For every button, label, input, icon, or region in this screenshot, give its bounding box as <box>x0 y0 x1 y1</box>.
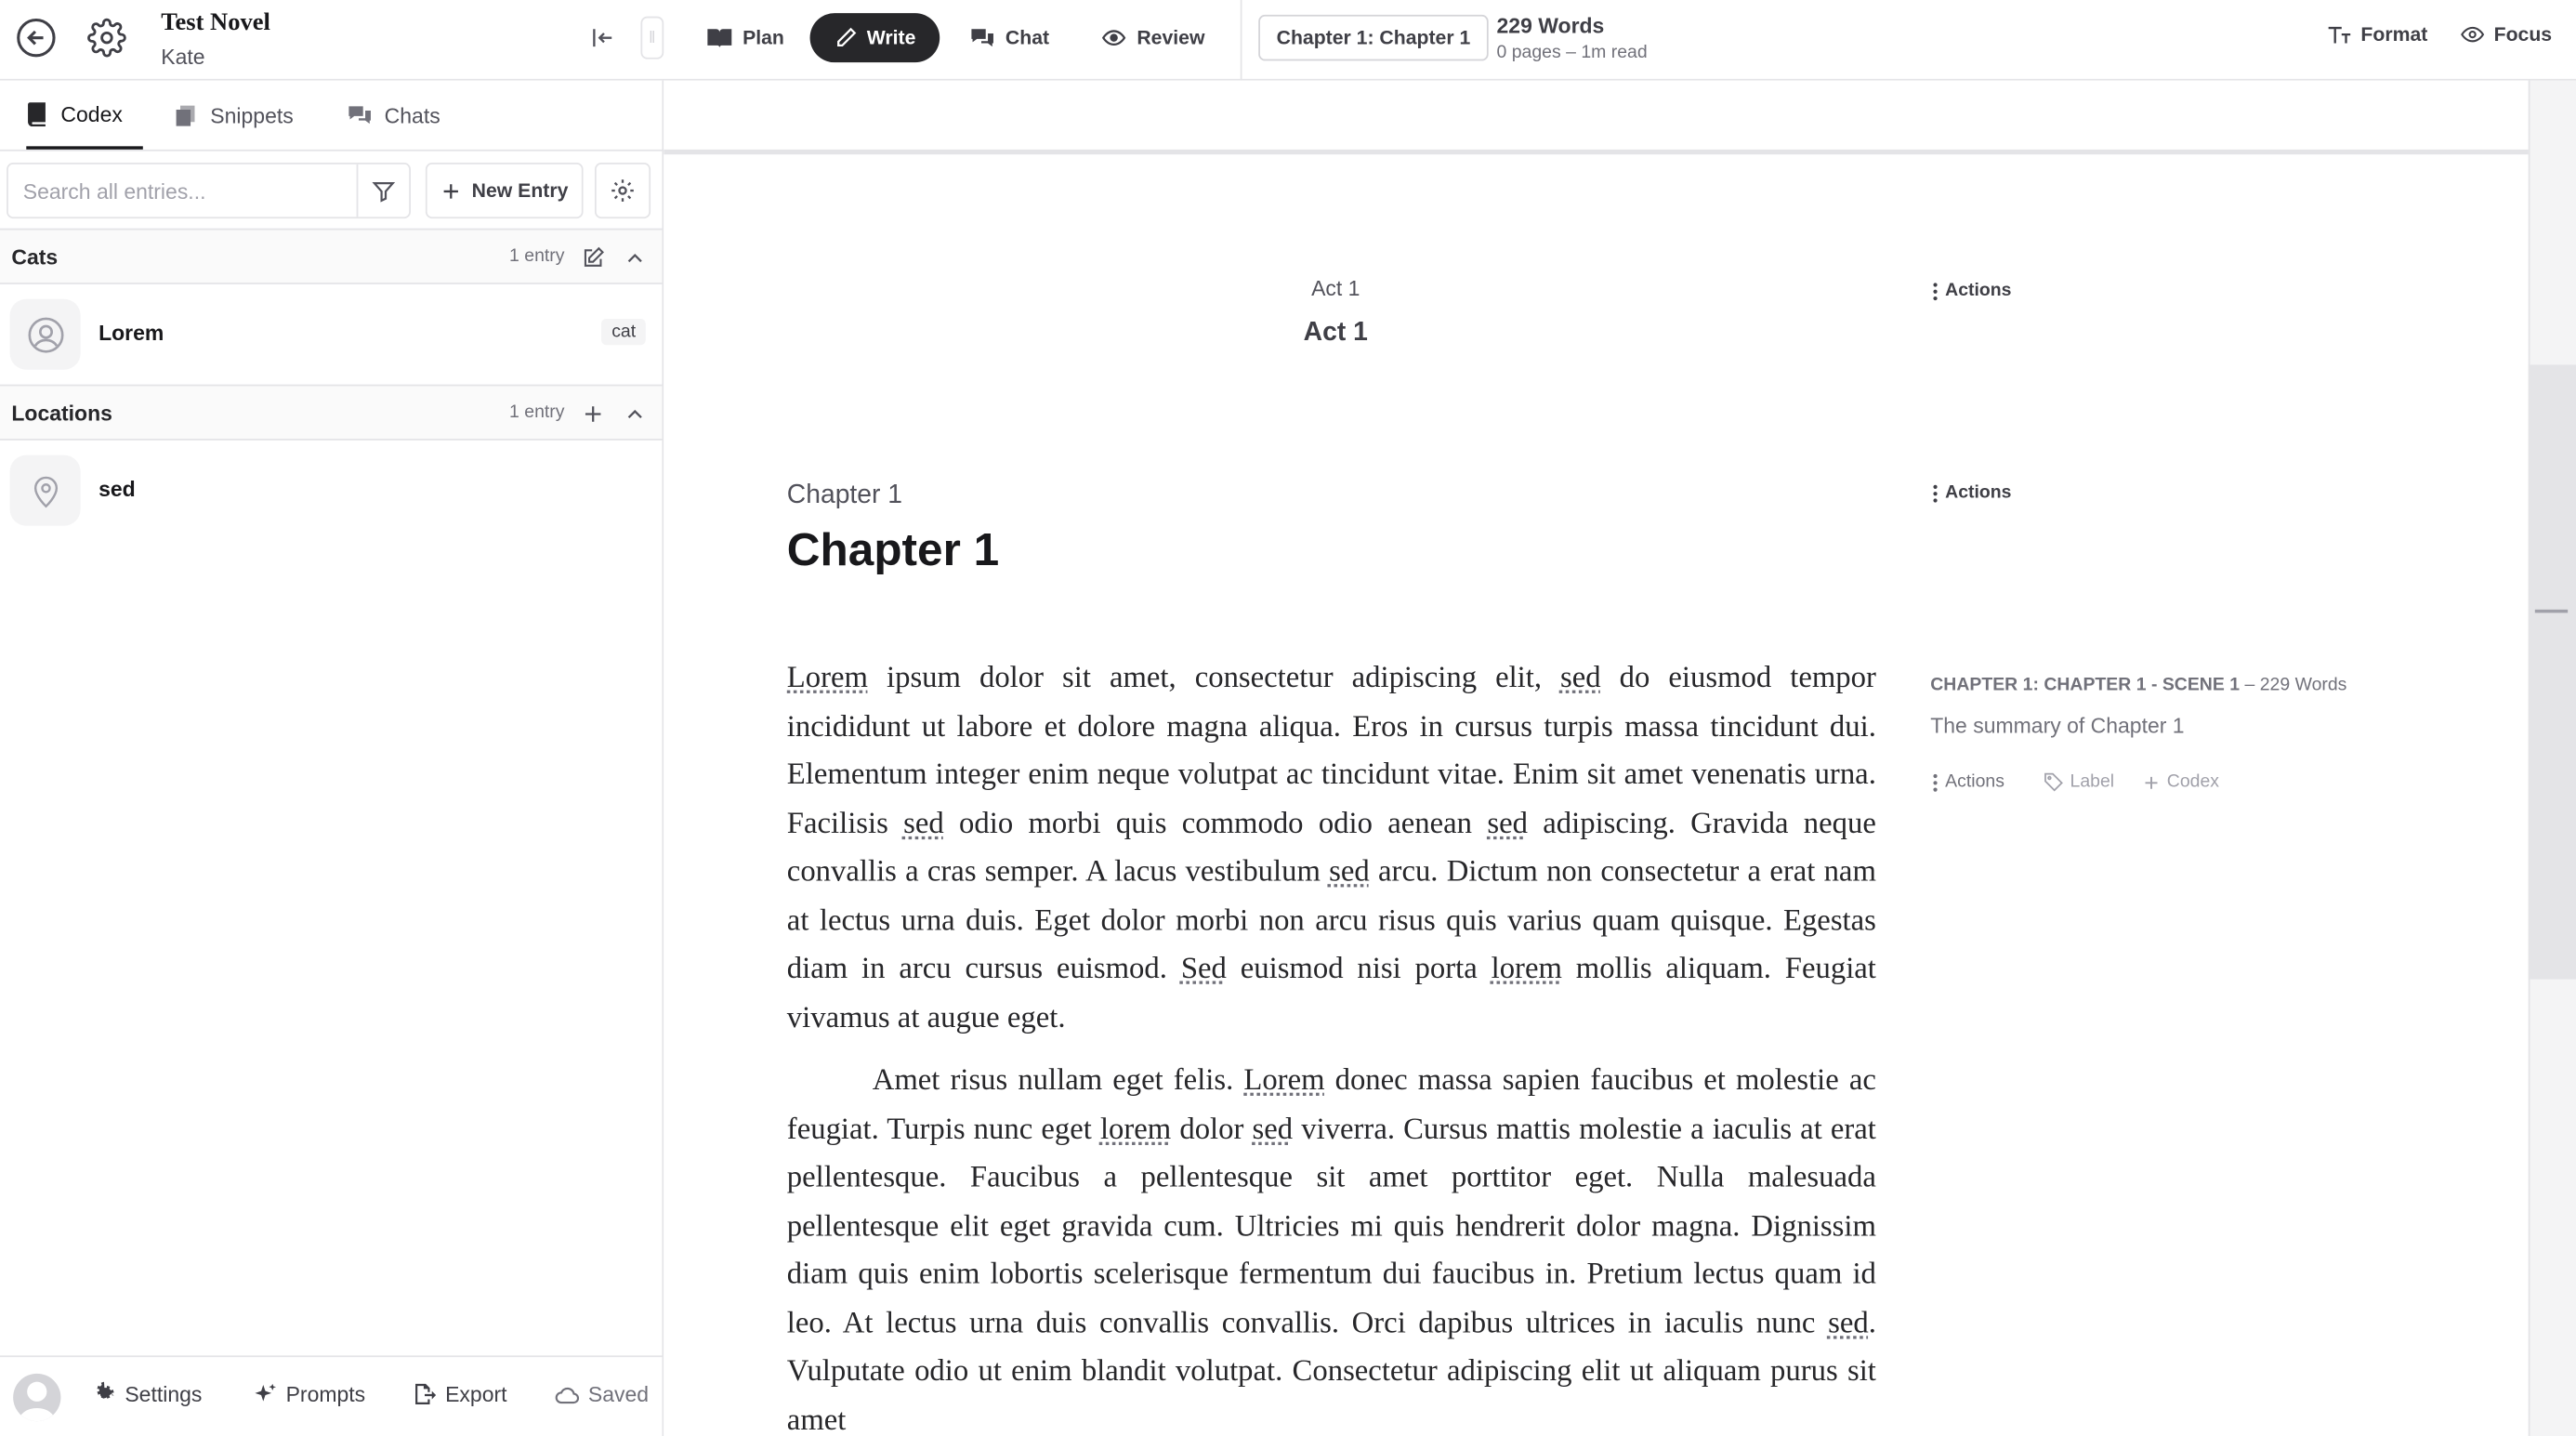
chapter-title[interactable]: Chapter 1 <box>786 523 1000 575</box>
codex-mention[interactable]: Lorem <box>786 662 868 695</box>
page-info: 0 pages – 1m read <box>1496 42 1648 63</box>
act-title[interactable]: Act 1 <box>1303 318 1368 347</box>
export-icon <box>413 1382 438 1407</box>
scene-meta <box>1930 676 2346 695</box>
scene-text-run: dolor <box>1171 1113 1253 1146</box>
chat-bubbles-icon <box>347 103 373 126</box>
act-label: Act 1 <box>1311 275 1360 301</box>
word-count: 229 Words <box>1496 13 1605 38</box>
export-label: Export <box>445 1381 507 1407</box>
manuscript-editor <box>664 81 2529 1436</box>
novel-settings-button[interactable] <box>82 13 131 62</box>
settings-button[interactable] <box>92 1382 202 1407</box>
saved-label: Saved <box>587 1381 650 1407</box>
top-bar <box>0 0 2576 81</box>
back-button[interactable] <box>11 13 60 62</box>
editor-top-divider <box>664 150 2529 154</box>
sidebar-footer <box>0 1355 662 1436</box>
scene-text-run: adipiscing. Gravida neque convallis a cras semper. A lacus vestibulum <box>786 807 1876 889</box>
snippets-icon <box>174 102 199 127</box>
scene-summary[interactable]: The summary of Chapter 1 <box>1930 713 2185 738</box>
act-actions-button[interactable] <box>1932 281 2011 300</box>
scene-actions-button[interactable] <box>1932 772 2004 792</box>
search-box <box>7 163 411 218</box>
scene-label-button[interactable] <box>2044 772 2114 792</box>
filter-icon <box>372 178 397 204</box>
mode-write-button[interactable] <box>810 13 940 62</box>
scene-text-run: arcu. Dictum non consectetur a erat nam at lectus urna duis. Eget dolor morbi non arcu risus quis varius quam quisque. Egestas diam in arcu cursus euismod. <box>786 855 1876 986</box>
resize-handle[interactable] <box>640 17 664 59</box>
tag-icon <box>2044 772 2063 792</box>
prompts-label: Prompts <box>285 1381 366 1407</box>
chapter-label: Chapter 1 <box>786 481 903 509</box>
book-open-icon <box>706 26 732 49</box>
scene-meta-words: 229 Words <box>2259 675 2347 695</box>
more-vertical-icon <box>1932 484 1939 502</box>
grip-icon: ‖ <box>649 28 656 47</box>
gear-icon <box>92 1382 117 1407</box>
codex-entry-lorem[interactable] <box>0 284 662 383</box>
sparkles-icon <box>253 1382 278 1407</box>
codex-entry-sed[interactable] <box>0 441 662 539</box>
codex-mention[interactable]: sed <box>903 807 944 841</box>
scene-text-run: donec massa sapien faucibus et molestie ac feugiat. Turpis nunc eget <box>786 1064 1876 1146</box>
group-header-locations[interactable] <box>0 385 662 441</box>
scene-paragraph[interactable] <box>787 655 1876 1043</box>
actions-label: Actions <box>1945 281 2012 301</box>
novel-author: Kate <box>161 44 205 70</box>
scene-paragraph[interactable] <box>787 1058 1876 1436</box>
arrow-left-circle-icon <box>15 17 58 59</box>
scene-meta-separator: – <box>2244 675 2255 695</box>
focus-label: Focus <box>2493 22 2553 46</box>
more-vertical-icon <box>1932 773 1939 791</box>
scene-text-run: do eiusmod tempor incididunt ut labore et dolore magna aliqua. Eros in cursus turpis massa tincidunt dui. Elementum integer enim neque volutpat ac tincidunt vitae. Enim sit amet venenatis urna. Facilisis <box>786 662 1876 841</box>
book-icon <box>26 100 49 126</box>
export-button[interactable] <box>413 1382 507 1407</box>
mode-plan-label: Plan <box>743 26 784 50</box>
group-title: Locations <box>11 401 112 426</box>
scene-text-run: viverra. Cursus mattis molestie a iaculis at erat pellentesque. Faucibus a pellentesque sit amet porttitor eget. Nulla malesuada pellentesque elit eget gravida cum. Ultricies mi quis hendrerit dolor magna. Dignissim diam quis enim lobortis scelerisque fermentum dui faucibus in. Pretium lectus quam id leo. At lectus urna duis convallis convallis. Orci dapibus ultrices in iaculis nunc <box>786 1113 1876 1340</box>
mode-chat-label: Chat <box>1005 26 1050 50</box>
new-entry-label: New Entry <box>471 178 569 203</box>
mode-chat-button[interactable] <box>953 13 1065 62</box>
collapse-sidebar-button[interactable] <box>585 20 621 56</box>
tabs-divider <box>0 150 664 152</box>
codex-mention[interactable]: lorem <box>1491 953 1562 986</box>
pen-icon <box>834 26 857 49</box>
codex-sidebar <box>0 81 664 1436</box>
actions-label: Actions <box>1945 482 2012 503</box>
codex-mention[interactable]: sed <box>1560 662 1601 695</box>
mode-write-label: Write <box>866 26 916 50</box>
mode-plan-button[interactable] <box>690 13 801 62</box>
more-vertical-icon <box>1932 282 1939 299</box>
eye-outline-icon <box>2459 23 2485 46</box>
novel-title: Test Novel <box>161 9 270 36</box>
user-circle-icon <box>25 315 64 354</box>
plus-icon <box>440 180 462 202</box>
scene-text-run: odio morbi quis commodo odio aenean <box>943 807 1488 841</box>
eye-icon <box>1100 26 1126 49</box>
filter-button[interactable] <box>357 165 410 217</box>
codex-mention[interactable]: sed <box>1828 1307 1869 1340</box>
group-header-cats[interactable] <box>0 229 662 284</box>
plus-icon[interactable] <box>578 400 608 429</box>
entry-avatar <box>10 455 81 526</box>
scene-label-label: Label <box>2070 771 2115 793</box>
entry-avatar <box>10 299 81 370</box>
entry-tag: cat <box>602 319 646 345</box>
tab-snippets[interactable] <box>174 81 293 150</box>
mode-review-button[interactable] <box>1084 13 1221 62</box>
group-title: Cats <box>11 244 59 270</box>
scene-codex-button[interactable] <box>2142 772 2219 792</box>
tab-chats[interactable] <box>347 81 440 150</box>
scene-meta-title: CHAPTER 1: CHAPTER 1 - SCENE 1 <box>1930 675 2241 695</box>
text-format-icon <box>2326 23 2352 46</box>
prompts-button[interactable] <box>253 1382 365 1407</box>
scene-text-run: ipsum dolor sit amet, consectetur adipiscing elit, <box>867 662 1561 695</box>
plus-icon <box>2142 773 2160 791</box>
toolbar-divider <box>1241 0 1242 81</box>
tab-codex-label: Codex <box>60 100 123 126</box>
scrollbar-thumb[interactable] <box>2529 364 2576 979</box>
group-count: 1 entry <box>509 402 565 423</box>
edit-icon[interactable] <box>578 244 608 273</box>
search-input[interactable] <box>8 165 360 217</box>
mode-review-label: Review <box>1137 26 1205 50</box>
scene-text-run: euismod nisi porta <box>1226 953 1492 986</box>
gear-icon <box>610 178 636 204</box>
avatar[interactable] <box>13 1374 60 1421</box>
scene-text-run: Amet risus nullam eget felis. <box>872 1064 1244 1098</box>
scene-text-run: . Vulputate odio ut enim blandit volutpat. Consectetur adipiscing elit ut aliquam purus sit amet <box>786 1307 1876 1436</box>
tab-chats-label: Chats <box>384 102 440 127</box>
focus-button[interactable] <box>2459 23 2552 46</box>
gear-icon <box>87 18 126 57</box>
entry-name: Lorem <box>99 320 164 346</box>
scene-text-run: mollis aliquam. Feugiat vivamus at augue eget. <box>786 953 1876 1034</box>
chat-icon <box>969 26 995 49</box>
chevron-up-icon[interactable] <box>619 400 649 429</box>
codex-mention[interactable]: Lorem <box>1243 1064 1325 1098</box>
collapse-left-icon <box>590 25 616 51</box>
scene-codex-label: Codex <box>2166 771 2220 793</box>
format-button[interactable] <box>2326 23 2427 46</box>
format-label: Format <box>2360 22 2428 46</box>
chevron-up-icon[interactable] <box>619 244 649 273</box>
entry-name: sed <box>99 476 136 502</box>
scene-actions-label: Actions <box>1945 771 2004 793</box>
saved-status <box>554 1382 649 1407</box>
cloud-icon <box>554 1383 580 1406</box>
codex-mention[interactable]: lorem <box>1099 1113 1172 1146</box>
settings-label: Settings <box>125 1381 203 1407</box>
codex-mention[interactable]: sed <box>1329 855 1370 889</box>
codex-mention[interactable]: sed <box>1487 807 1528 841</box>
tab-snippets-label: Snippets <box>210 102 294 127</box>
codex-mention[interactable]: sed <box>1252 1113 1294 1146</box>
scene-text[interactable] <box>787 655 1876 1436</box>
map-pin-icon <box>27 470 63 509</box>
codex-settings-button[interactable] <box>595 163 651 218</box>
group-count: 1 entry <box>509 246 565 267</box>
scroll-position-marker <box>2535 610 2568 613</box>
codex-mention[interactable]: Sed <box>1180 953 1227 986</box>
chapter-select[interactable]: Chapter 1: Chapter 1 <box>1258 15 1489 60</box>
tab-codex[interactable] <box>26 81 143 150</box>
chapter-actions-button[interactable] <box>1932 483 2011 503</box>
new-entry-button[interactable] <box>426 163 584 218</box>
